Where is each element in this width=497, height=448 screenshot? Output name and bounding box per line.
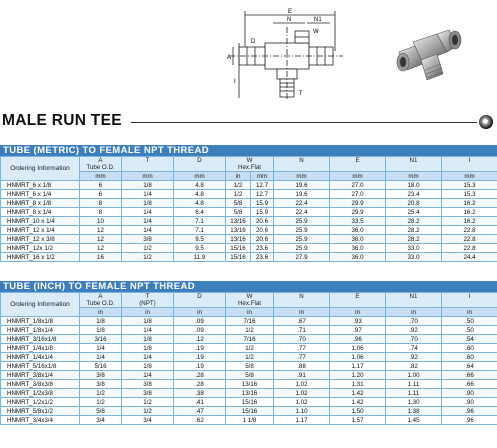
col-D: D: [174, 293, 226, 308]
table-cell: 1.00: [386, 371, 442, 380]
table-cell: 18.0: [386, 181, 442, 190]
part-number-cell: HNMRT_12x 1/2: [1, 244, 80, 253]
table-cell: .12: [174, 335, 226, 344]
table-cell: 13/16: [226, 217, 251, 226]
table-cell: 1/2: [80, 398, 122, 407]
table-row: [1, 253, 497, 262]
inch-table-body: [1, 317, 497, 425]
table-cell: .28: [174, 371, 226, 380]
table-row: [1, 226, 497, 235]
table-row: [1, 244, 497, 253]
table-cell: .09: [174, 326, 226, 335]
part-number-cell: HNMRT_1/4x1/4: [1, 353, 80, 362]
unit-cell: in: [330, 308, 386, 317]
table-cell: .88: [274, 362, 330, 371]
table-cell: 1/4: [122, 353, 174, 362]
table-row: [1, 217, 497, 226]
col-T: T: [122, 157, 174, 172]
col-E: E: [330, 293, 386, 308]
table-cell: 1.17: [330, 362, 386, 371]
table-cell: 1/4: [122, 371, 174, 380]
table-row: [1, 380, 497, 389]
table-cell: 5/8: [80, 407, 122, 416]
label-E: E: [288, 9, 293, 15]
unit-cell: mm: [80, 172, 122, 181]
part-number-cell: HNMRT_8 x 1/8: [1, 199, 80, 208]
col-A-sub: Tube O.D.: [86, 164, 115, 171]
table-cell: 12.7: [251, 181, 274, 190]
col-A-label: A: [98, 293, 103, 300]
table-cell: 9.5: [174, 235, 226, 244]
part-number-cell: HNMRT_10 x 1/4: [1, 217, 80, 226]
table-cell: 20.6: [251, 235, 274, 244]
table-cell: 28.2: [386, 235, 442, 244]
table-cell: .96: [330, 335, 386, 344]
table-cell: 1/2: [122, 407, 174, 416]
table-cell: 4.8: [174, 199, 226, 208]
technical-drawing: [225, 3, 345, 103]
unit-cell: mm: [122, 172, 174, 181]
table-row: [1, 353, 497, 362]
table-cell: .96: [442, 407, 497, 416]
table-cell: 1/4: [122, 326, 174, 335]
table-cell: .77: [274, 353, 330, 362]
table-cell: .97: [330, 326, 386, 335]
unit-cell: mm: [330, 172, 386, 181]
table-cell: 1.11: [386, 389, 442, 398]
table-row: [1, 326, 497, 335]
table-row: [1, 208, 497, 217]
table-cell: 22.8: [442, 244, 497, 253]
table-cell: 15/16: [226, 244, 251, 253]
table-cell: .54: [442, 335, 497, 344]
unit-cell: mm: [442, 172, 497, 181]
table-cell: 4.8: [174, 181, 226, 190]
label-D: D: [251, 39, 256, 45]
table-cell: 3/8: [122, 380, 174, 389]
table-cell: 16.2: [442, 208, 497, 217]
table-cell: 3/8: [122, 235, 174, 244]
table-cell: .60: [442, 353, 497, 362]
table-cell: 1.31: [330, 380, 386, 389]
table-cell: 5/8: [226, 371, 274, 380]
product-photo: [385, 12, 465, 92]
table-cell: .64: [442, 362, 497, 371]
table-cell: 1.45: [386, 416, 442, 425]
table-cell: 1 1/8: [226, 416, 274, 425]
table-cell: 7.1: [174, 226, 226, 235]
table-cell: 19.6: [274, 190, 330, 199]
table-cell: 1/8: [80, 326, 122, 335]
col-N: N: [274, 293, 330, 308]
table-cell: 1/8: [122, 335, 174, 344]
table-cell: 16.2: [442, 199, 497, 208]
table-row: [1, 235, 497, 244]
col-W: [226, 157, 274, 172]
table-cell: .67: [274, 317, 330, 326]
table-cell: 24.4: [442, 253, 497, 262]
unit-cell: mm: [274, 172, 330, 181]
table-cell: 19.6: [274, 181, 330, 190]
table-cell: 22.4: [274, 208, 330, 217]
table-cell: 15.9: [251, 199, 274, 208]
table-cell: 27.0: [330, 190, 386, 199]
col-E: E: [330, 157, 386, 172]
table-cell: 9.5: [174, 244, 226, 253]
table-cell: .47: [174, 407, 226, 416]
table-cell: 23.4: [386, 190, 442, 199]
table-cell: .28: [174, 380, 226, 389]
label-N: N: [287, 17, 292, 23]
table-cell: .19: [174, 353, 226, 362]
table-cell: 3/8: [80, 380, 122, 389]
col-A-label: A: [98, 157, 103, 164]
table-row: [1, 407, 497, 416]
table-cell: 6: [80, 190, 122, 199]
unit-cell: in: [226, 308, 274, 317]
table-cell: 5/16: [80, 362, 122, 371]
table-cell: 1.57: [330, 416, 386, 425]
table-cell: 22.8: [442, 226, 497, 235]
table-cell: 33.5: [330, 217, 386, 226]
table-row: [1, 389, 497, 398]
table-cell: 4.8: [174, 190, 226, 199]
table-cell: 6.4: [174, 208, 226, 217]
table-cell: .82: [386, 362, 442, 371]
unit-cell: mm: [386, 172, 442, 181]
table-cell: 15/16: [226, 398, 274, 407]
table-cell: 1/2: [226, 353, 274, 362]
page-title: MALE RUN TEE: [2, 112, 122, 129]
table-cell: 25.9: [274, 217, 330, 226]
table-cell: 1/8: [122, 317, 174, 326]
table-cell: 33.0: [386, 244, 442, 253]
table-cell: 1.06: [330, 344, 386, 353]
table-cell: .91: [274, 371, 330, 380]
table-row: [1, 335, 497, 344]
table-cell: .41: [174, 398, 226, 407]
col-N: N: [274, 157, 330, 172]
table-cell: 1.38: [386, 407, 442, 416]
table-cell: 25.9: [274, 226, 330, 235]
table-cell: .70: [386, 317, 442, 326]
table-row: [1, 362, 497, 371]
table-cell: .70: [274, 335, 330, 344]
table-cell: 8: [80, 199, 122, 208]
table-cell: .92: [386, 326, 442, 335]
col-T: [122, 293, 174, 308]
unit-cell: in: [274, 308, 330, 317]
table-cell: 8: [80, 208, 122, 217]
table-cell: 1/8: [122, 181, 174, 190]
table-cell: 33.0: [386, 253, 442, 262]
table-row: [1, 416, 497, 425]
section-title-row: [0, 112, 497, 132]
col-A: [80, 157, 122, 172]
table-cell: .90: [442, 398, 497, 407]
table-cell: 13/16: [226, 235, 251, 244]
table-cell: 3/4: [80, 416, 122, 425]
table-cell: .09: [174, 317, 226, 326]
part-number-cell: HNMRT_16 x 1/2: [1, 253, 80, 262]
table-cell: .50: [442, 326, 497, 335]
part-number-cell: HNMRT_1/8x1/4: [1, 326, 80, 335]
table-cell: 22.8: [442, 235, 497, 244]
table-cell: .66: [442, 380, 497, 389]
table-row: [1, 371, 497, 380]
table-cell: 1.17: [274, 416, 330, 425]
table-cell: 7.1: [174, 217, 226, 226]
table-cell: .77: [274, 344, 330, 353]
table-cell: 7/16: [226, 335, 274, 344]
table-cell: 1/4: [122, 226, 174, 235]
table-cell: 13/16: [226, 389, 274, 398]
unit-cell: in: [386, 308, 442, 317]
table-cell: 1.42: [330, 389, 386, 398]
table-cell: 36.0: [330, 235, 386, 244]
table-cell: 1.11: [386, 380, 442, 389]
table-cell: 1/4: [122, 208, 174, 217]
col-A: [80, 293, 122, 308]
table-cell: 1/2: [122, 398, 174, 407]
table-cell: 16.2: [442, 217, 497, 226]
table-cell: 1/2: [226, 190, 251, 199]
part-number-cell: HNMRT_5/16x1/8: [1, 362, 80, 371]
table-cell: .66: [442, 371, 497, 380]
col-N1: N1: [386, 157, 442, 172]
part-number-cell: HNMRT_3/8x1/4: [1, 371, 80, 380]
part-number-cell: HNMRT_8 x 1/4: [1, 208, 80, 217]
table-cell: 1/8: [122, 344, 174, 353]
col-W-sub: Hex.Flat: [237, 300, 262, 307]
table-cell: 25.9: [274, 244, 330, 253]
col-W-sub: Hex.Flat: [237, 164, 262, 171]
part-number-cell: HNMRT_3/16x1/8: [1, 335, 80, 344]
table-cell: .90: [442, 389, 497, 398]
part-number-cell: HNMRT_12 x 3/8: [1, 235, 80, 244]
table-cell: 20.6: [251, 226, 274, 235]
table-cell: 13/16: [226, 380, 274, 389]
table-cell: 1/2: [226, 326, 274, 335]
table-cell: 20.6: [251, 217, 274, 226]
table-cell: .19: [174, 344, 226, 353]
table-cell: 1/4: [80, 344, 122, 353]
part-number-cell: HNMRT_1/4x1/8: [1, 344, 80, 353]
label-I: I: [234, 79, 236, 85]
table-cell: 10: [80, 217, 122, 226]
table-cell: 1/2: [122, 244, 174, 253]
part-number-cell: HNMRT_1/8x1/8: [1, 317, 80, 326]
table-cell: 7/16: [226, 317, 274, 326]
table-cell: 3/8: [122, 389, 174, 398]
table-cell: .96: [442, 416, 497, 425]
col-T-label: T: [145, 293, 150, 300]
table-cell: 3/16: [80, 335, 122, 344]
unit-cell: mm: [251, 172, 274, 181]
table-cell: 1/4: [122, 190, 174, 199]
table-cell: 15/16: [226, 407, 274, 416]
col-A-sub: Tube O.D.: [86, 300, 115, 307]
table-cell: 1/8: [122, 199, 174, 208]
part-number-cell: HNMRT_1/2x3/8: [1, 389, 80, 398]
col-D: D: [174, 157, 226, 172]
table-cell: 11.9: [174, 253, 226, 262]
table-cell: 1/8: [122, 362, 174, 371]
table-cell: .50: [442, 317, 497, 326]
table-cell: 5/8: [226, 199, 251, 208]
table-cell: 29.9: [330, 208, 386, 217]
table-cell: .19: [174, 362, 226, 371]
table-cell: 1/2: [122, 253, 174, 262]
metric-section-heading: TUBE (METRIC) TO FEMALE NPT THREAD: [0, 145, 497, 156]
table-cell: 1.50: [330, 407, 386, 416]
table-cell: 1.02: [274, 398, 330, 407]
unit-cell: in: [174, 308, 226, 317]
table-cell: 1/4: [80, 353, 122, 362]
table-cell: 1.42: [330, 398, 386, 407]
table-cell: 1.06: [330, 353, 386, 362]
table-row: [1, 344, 497, 353]
col-W: [226, 293, 274, 308]
table-cell: 12: [80, 244, 122, 253]
col-W-label: W: [246, 157, 253, 164]
table-cell: 1/2: [80, 389, 122, 398]
table-row: [1, 398, 497, 407]
table-cell: 23.6: [251, 253, 274, 262]
table-cell: 1.10: [274, 407, 330, 416]
table-cell: 36.0: [330, 226, 386, 235]
table-row: [1, 190, 497, 199]
part-number-cell: HNMRT_5/8x1/2: [1, 407, 80, 416]
table-cell: 27.9: [274, 253, 330, 262]
part-number-cell: HNMRT_1/2x1/2: [1, 398, 80, 407]
table-cell: 27.0: [330, 181, 386, 190]
label-T: T: [299, 91, 303, 97]
table-cell: 1/8: [80, 317, 122, 326]
table-cell: 3/8: [80, 371, 122, 380]
part-number-cell: HNMRT_6 x 1/4: [1, 190, 80, 199]
table-cell: 13/16: [226, 226, 251, 235]
table-cell: 1/2: [226, 344, 274, 353]
table-cell: .93: [330, 317, 386, 326]
table-cell: 15.3: [442, 190, 497, 199]
table-row: [1, 199, 497, 208]
table-cell: 15/16: [226, 253, 251, 262]
table-cell: .62: [174, 416, 226, 425]
metric-table-body: [1, 181, 497, 262]
col-T-sub: (NPT): [139, 300, 156, 307]
part-number-cell: HNMRT_12 x 1/4: [1, 226, 80, 235]
table-cell: 20.8: [386, 199, 442, 208]
table-cell: 5/8: [226, 362, 274, 371]
table-cell: .60: [442, 344, 497, 353]
table-cell: 28.2: [386, 217, 442, 226]
table-cell: 12: [80, 235, 122, 244]
table-cell: 6: [80, 181, 122, 190]
col-W-label: W: [246, 293, 253, 300]
unit-cell: in: [80, 308, 122, 317]
table-row: [1, 317, 497, 326]
table-cell: .70: [386, 335, 442, 344]
table-cell: 25.4: [386, 208, 442, 217]
inch-spec-table: [0, 292, 497, 425]
table-cell: 12: [80, 226, 122, 235]
col-I: I: [442, 293, 497, 308]
part-number-cell: HNMRT_3/4x3/4: [1, 416, 80, 425]
table-cell: 25.9: [274, 235, 330, 244]
table-cell: 5/8: [226, 208, 251, 217]
metric-spec-table: [0, 156, 497, 262]
table-cell: 28.2: [386, 226, 442, 235]
unit-cell: in: [226, 172, 251, 181]
metric-header-row: [1, 157, 497, 172]
unit-cell: in: [442, 308, 497, 317]
inch-header-row: [1, 293, 497, 308]
table-cell: 1.30: [386, 398, 442, 407]
table-cell: 3/4: [122, 416, 174, 425]
table-cell: .92: [386, 353, 442, 362]
label-A: A: [227, 55, 232, 61]
table-cell: 1.02: [274, 380, 330, 389]
table-cell: 12.7: [251, 190, 274, 199]
label-W: W: [313, 29, 319, 35]
unit-cell: in: [122, 308, 174, 317]
table-cell: 36.0: [330, 253, 386, 262]
table-cell: 1.02: [274, 389, 330, 398]
unit-cell: mm: [174, 172, 226, 181]
table-cell: 23.6: [251, 244, 274, 253]
table-cell: .71: [274, 326, 330, 335]
col-N1: N1: [386, 293, 442, 308]
part-number-cell: HNMRT_3/8x3/8: [1, 380, 80, 389]
table-cell: 15.9: [251, 208, 274, 217]
table-cell: 36.0: [330, 244, 386, 253]
table-cell: 22.4: [274, 199, 330, 208]
inch-section-heading: TUBE (INCH) TO FEMALE NPT THREAD: [0, 281, 497, 292]
table-cell: .38: [174, 389, 226, 398]
table-cell: 15.3: [442, 181, 497, 190]
col-I: I: [442, 157, 497, 172]
part-number-cell: HNMRT_6 x 1/8: [1, 181, 80, 190]
table-row: [1, 181, 497, 190]
table-cell: .74: [386, 344, 442, 353]
col-ordering: Ordering Information: [1, 293, 80, 317]
table-cell: 1.20: [330, 371, 386, 380]
label-N1: N1: [314, 17, 322, 23]
table-cell: 16: [80, 253, 122, 262]
table-cell: 29.9: [330, 199, 386, 208]
col-ordering: Ordering Information: [1, 157, 80, 181]
table-cell: 1/4: [122, 217, 174, 226]
table-cell: 1/2: [226, 181, 251, 190]
bullet-icon: [479, 115, 493, 129]
title-divider: [131, 122, 477, 123]
